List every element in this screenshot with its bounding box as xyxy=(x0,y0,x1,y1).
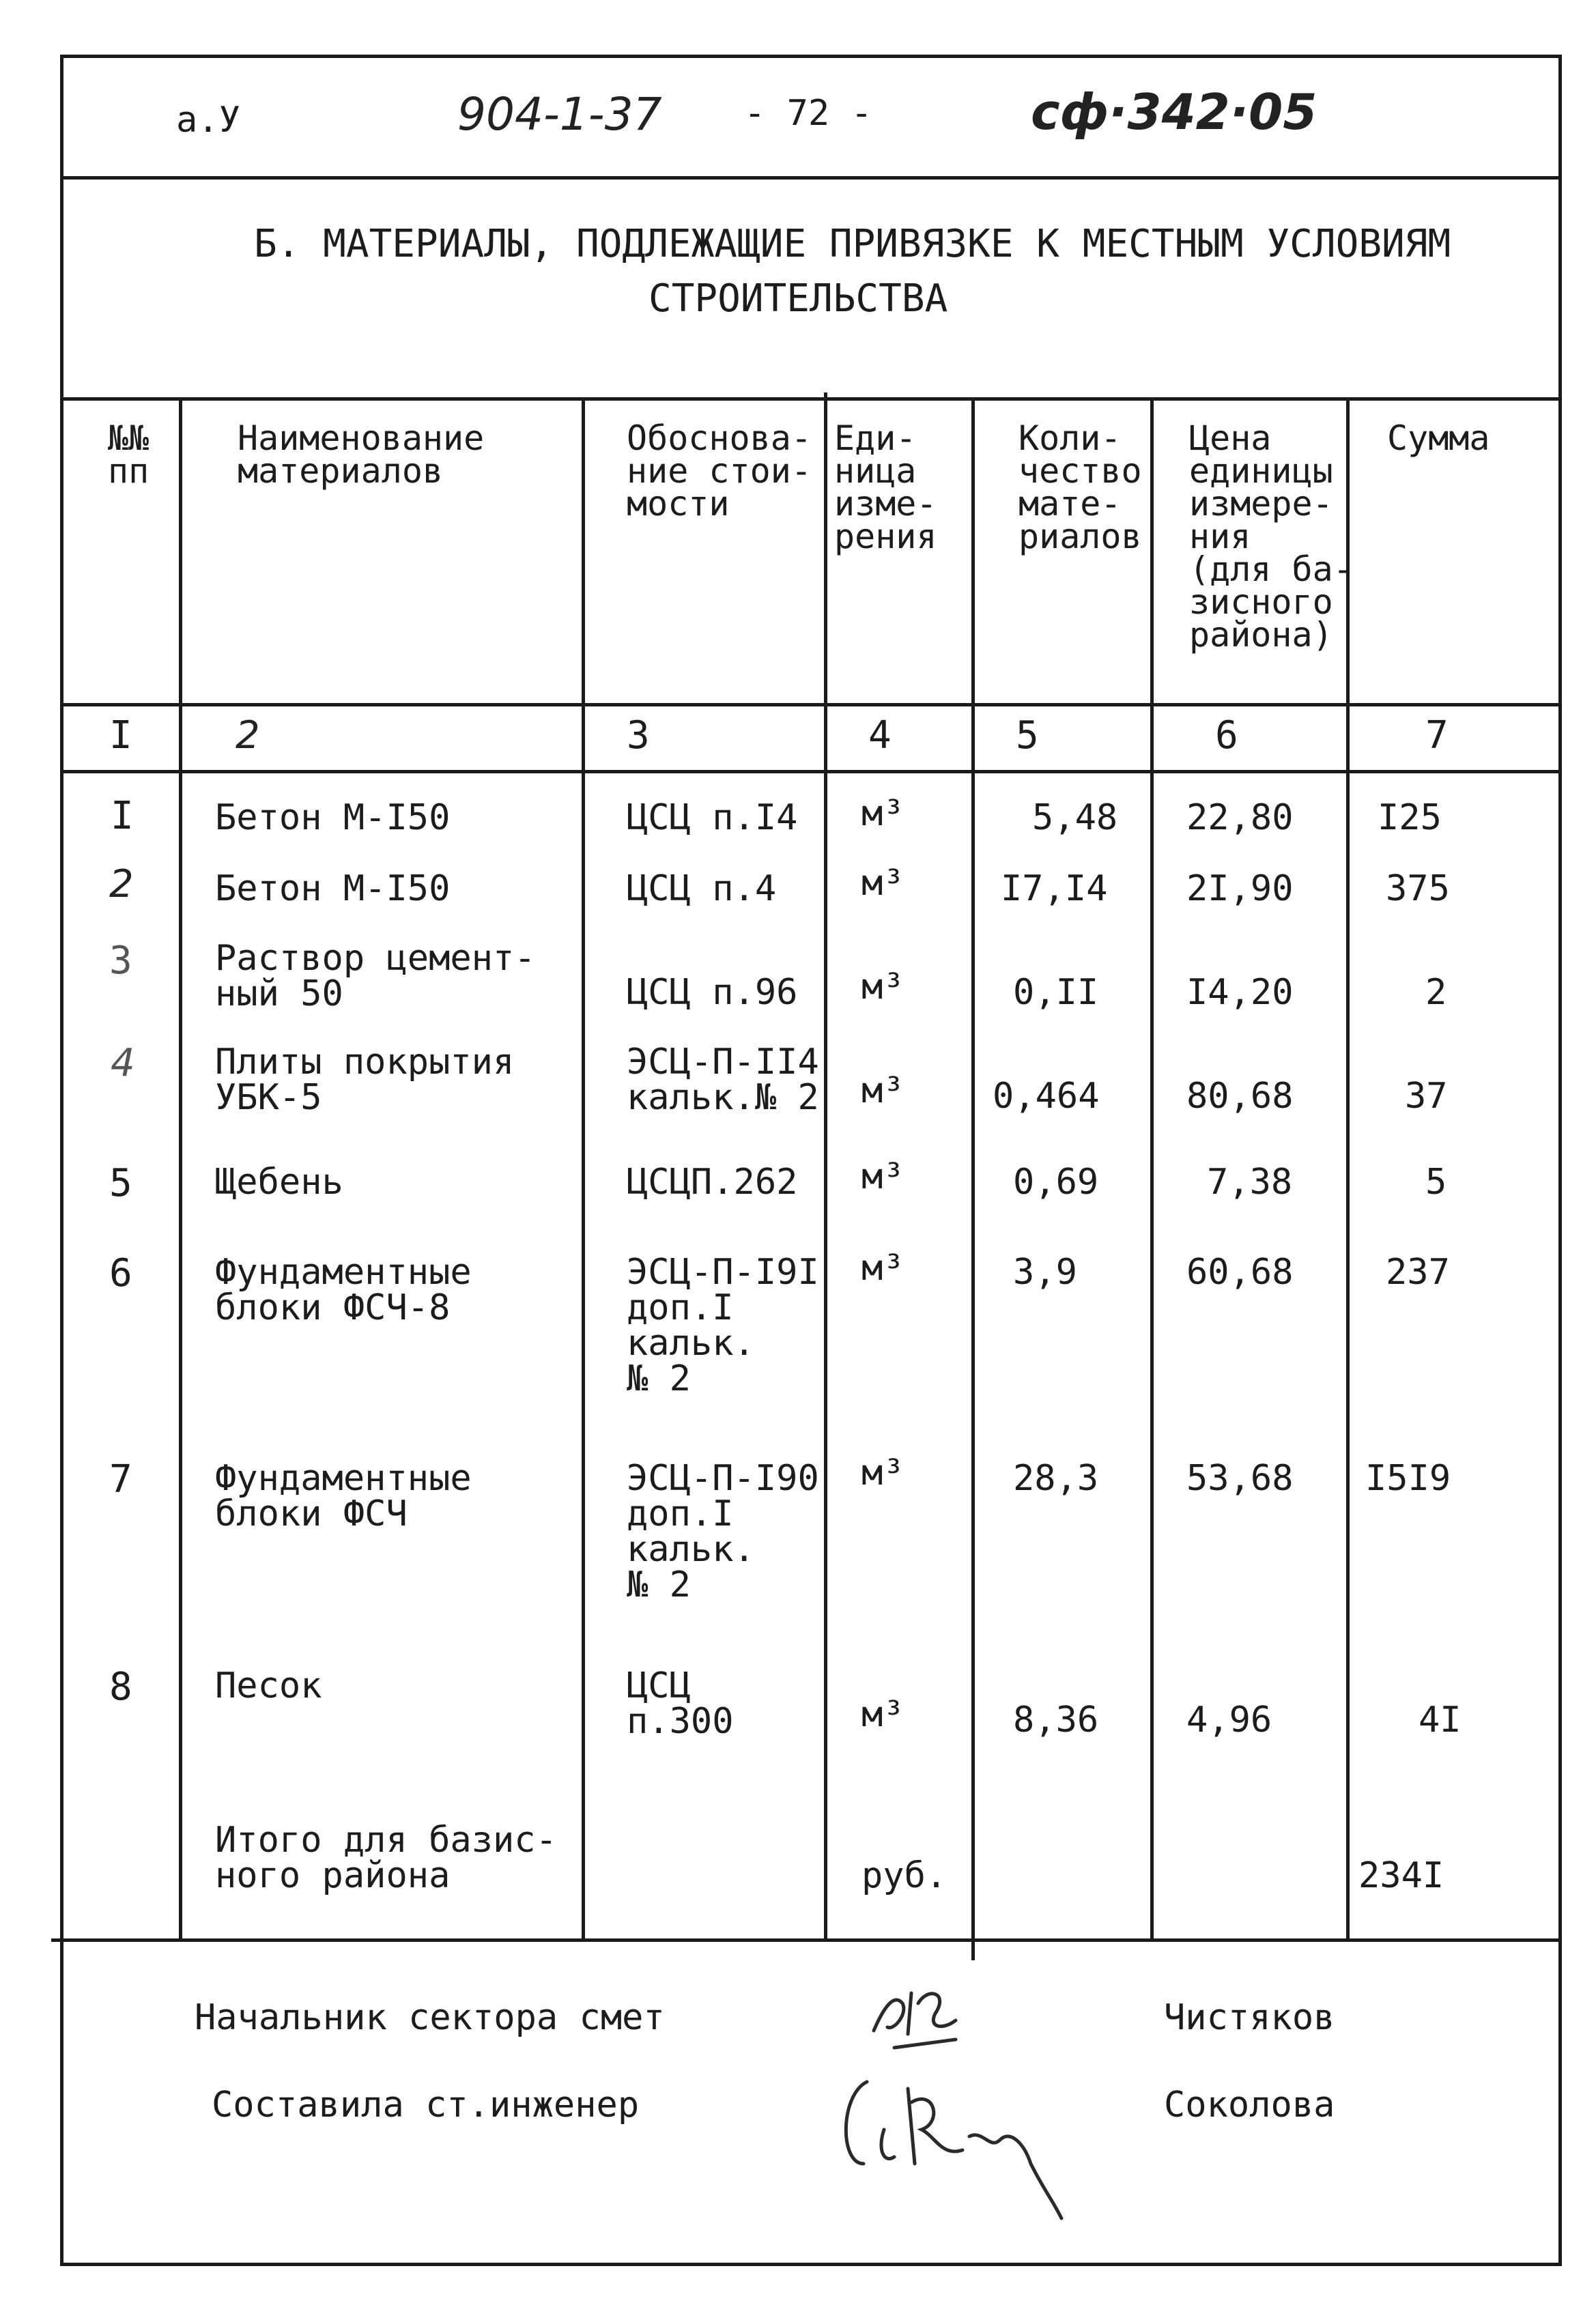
document-frame xyxy=(60,55,1562,2266)
header-bottom-line xyxy=(60,703,1562,706)
row1-basis: ЦСЦ п.I4 xyxy=(627,797,798,838)
left-code: а.У xyxy=(176,100,240,141)
row5-price: 7,38 xyxy=(1207,1162,1293,1203)
row2-sum: 375 xyxy=(1386,868,1450,909)
total-label: Итого для базис- ного района xyxy=(215,1820,557,1896)
row4-qty: 0,464 xyxy=(993,1076,1100,1117)
row5-unit: м³ xyxy=(861,1156,904,1197)
signer2-role: Составила ст.инженер xyxy=(212,2085,640,2125)
row8-basis: ЦСЦ п.300 xyxy=(627,1665,734,1742)
header-col-basis: Обоснова- ние стои- мости xyxy=(627,418,812,524)
row8-number: 8 xyxy=(109,1665,132,1709)
row6-name: Фундаментные блоки ФСЧ-8 xyxy=(215,1252,472,1328)
colnum-2: 2 xyxy=(236,713,260,758)
row1-unit: м³ xyxy=(861,793,904,834)
header-col-sum: Сумма xyxy=(1387,418,1490,458)
row4-price: 80,68 xyxy=(1186,1076,1294,1117)
row1-number: I xyxy=(111,794,134,838)
total-unit: руб. xyxy=(861,1855,947,1896)
row4-basis: ЭСЦ-П-II4 кальк.№ 2 xyxy=(627,1042,819,1118)
row6-unit: м³ xyxy=(861,1248,904,1289)
row5-sum: 5 xyxy=(1425,1162,1447,1203)
row3-basis: ЦСЦ п.96 xyxy=(627,972,798,1013)
table-top-line xyxy=(60,397,1562,401)
row2-number: 2 xyxy=(109,862,134,906)
colnum-bottom-line xyxy=(60,770,1562,773)
signer1-name: Чистяков xyxy=(1164,1997,1335,2038)
page-number: - 72 - xyxy=(744,93,872,134)
colnum-3: 3 xyxy=(627,713,650,758)
row8-sum: 4I xyxy=(1419,1700,1462,1741)
header-col-unit: Еди- ница изме- рения xyxy=(834,418,937,556)
col-divider-2 xyxy=(582,397,585,1938)
colnum-4: 4 xyxy=(868,713,892,758)
page-title-line2: СТРОИТЕЛЬСТВА xyxy=(649,276,948,321)
header-col-qty: Коли- чество мате- риалов xyxy=(1018,418,1142,556)
row5-qty: 0,69 xyxy=(1013,1162,1099,1203)
row2-qty: I7,I4 xyxy=(1001,868,1108,909)
row7-sum: I5I9 xyxy=(1365,1458,1451,1499)
row3-unit: м³ xyxy=(861,967,904,1007)
colnum-7: 7 xyxy=(1425,713,1449,758)
row2-basis: ЦСЦ п.4 xyxy=(627,868,777,909)
row1-price: 22,80 xyxy=(1186,797,1294,838)
row7-price: 53,68 xyxy=(1186,1458,1294,1499)
row3-price: I4,20 xyxy=(1186,972,1294,1013)
row3-sum: 2 xyxy=(1425,972,1447,1013)
row5-number: 5 xyxy=(109,1161,132,1205)
col-divider-1 xyxy=(179,397,182,1938)
row2-price: 2I,90 xyxy=(1186,868,1294,909)
row1-qty: 5,48 xyxy=(1032,797,1118,838)
total-sum: 234I xyxy=(1358,1855,1444,1896)
row5-name: Щебень xyxy=(215,1162,343,1203)
row4-sum: 37 xyxy=(1405,1076,1448,1117)
row6-qty: 3,9 xyxy=(1013,1252,1077,1293)
row4-unit: м³ xyxy=(861,1070,904,1111)
page-title-line1: Б. МАТЕРИАЛЫ, ПОДЛЕЖАЩИЕ ПРИВЯЗКЕ К МЕСТНЫМ УСЛОВИЯМ xyxy=(254,222,1451,266)
row1-sum: I25 xyxy=(1378,797,1442,838)
row3-qty: 0,II xyxy=(1013,972,1099,1013)
series-code: сф·342·05 xyxy=(1031,83,1317,141)
row1-name: Бетон М-I50 xyxy=(215,797,451,838)
row8-name: Песок xyxy=(215,1665,322,1706)
row7-unit: м³ xyxy=(861,1452,904,1493)
row4-number: 4 xyxy=(111,1041,135,1085)
row2-unit: м³ xyxy=(861,863,904,904)
signer2-name: Соколова xyxy=(1164,2085,1335,2125)
row3-name: Раствор цемент- ный 50 xyxy=(215,938,536,1014)
row7-basis: ЭСЦ-П-I90 доп.I кальк. № 2 xyxy=(627,1458,819,1605)
row7-name: Фундаментные блоки ФСЧ xyxy=(215,1458,472,1534)
row2-name: Бетон М-I50 xyxy=(215,868,451,909)
header-col-name: Наименование материалов xyxy=(238,418,485,491)
colnum-1: I xyxy=(109,713,132,758)
row6-price: 60,68 xyxy=(1186,1252,1294,1293)
signature-2-icon xyxy=(826,2061,1085,2239)
colnum-5: 5 xyxy=(1016,713,1039,758)
row6-basis: ЭСЦ-П-I9I доп.I кальк. № 2 xyxy=(627,1252,819,1399)
signature-1-icon xyxy=(853,1966,1017,2068)
col-divider-3 xyxy=(824,392,827,1938)
row7-number: 7 xyxy=(109,1457,132,1502)
row8-unit: м³ xyxy=(861,1694,904,1735)
row5-basis: ЦСЦП.262 xyxy=(627,1162,798,1203)
row6-number: 6 xyxy=(109,1251,132,1295)
row7-qty: 28,3 xyxy=(1013,1458,1099,1499)
header-col-number: №№ пп xyxy=(108,418,149,491)
signer1-role: Начальник сектора смет xyxy=(195,1997,665,2038)
header-col-price: Цена единицы измере- ния (для ба- зисного района) xyxy=(1189,418,1354,655)
header-divider xyxy=(60,176,1562,180)
row3-number: 3 xyxy=(109,939,132,983)
table-bottom-line xyxy=(51,1938,1562,1942)
row8-qty: 8,36 xyxy=(1013,1700,1099,1741)
col-divider-4 xyxy=(971,397,975,1960)
col-divider-5 xyxy=(1150,397,1154,1938)
row4-name: Плиты покрытия УБК-5 xyxy=(215,1042,515,1118)
row8-price: 4,96 xyxy=(1186,1700,1272,1741)
colnum-6: 6 xyxy=(1215,713,1238,758)
row6-sum: 237 xyxy=(1386,1252,1450,1293)
doc-number: 904-1-37 xyxy=(457,88,662,141)
